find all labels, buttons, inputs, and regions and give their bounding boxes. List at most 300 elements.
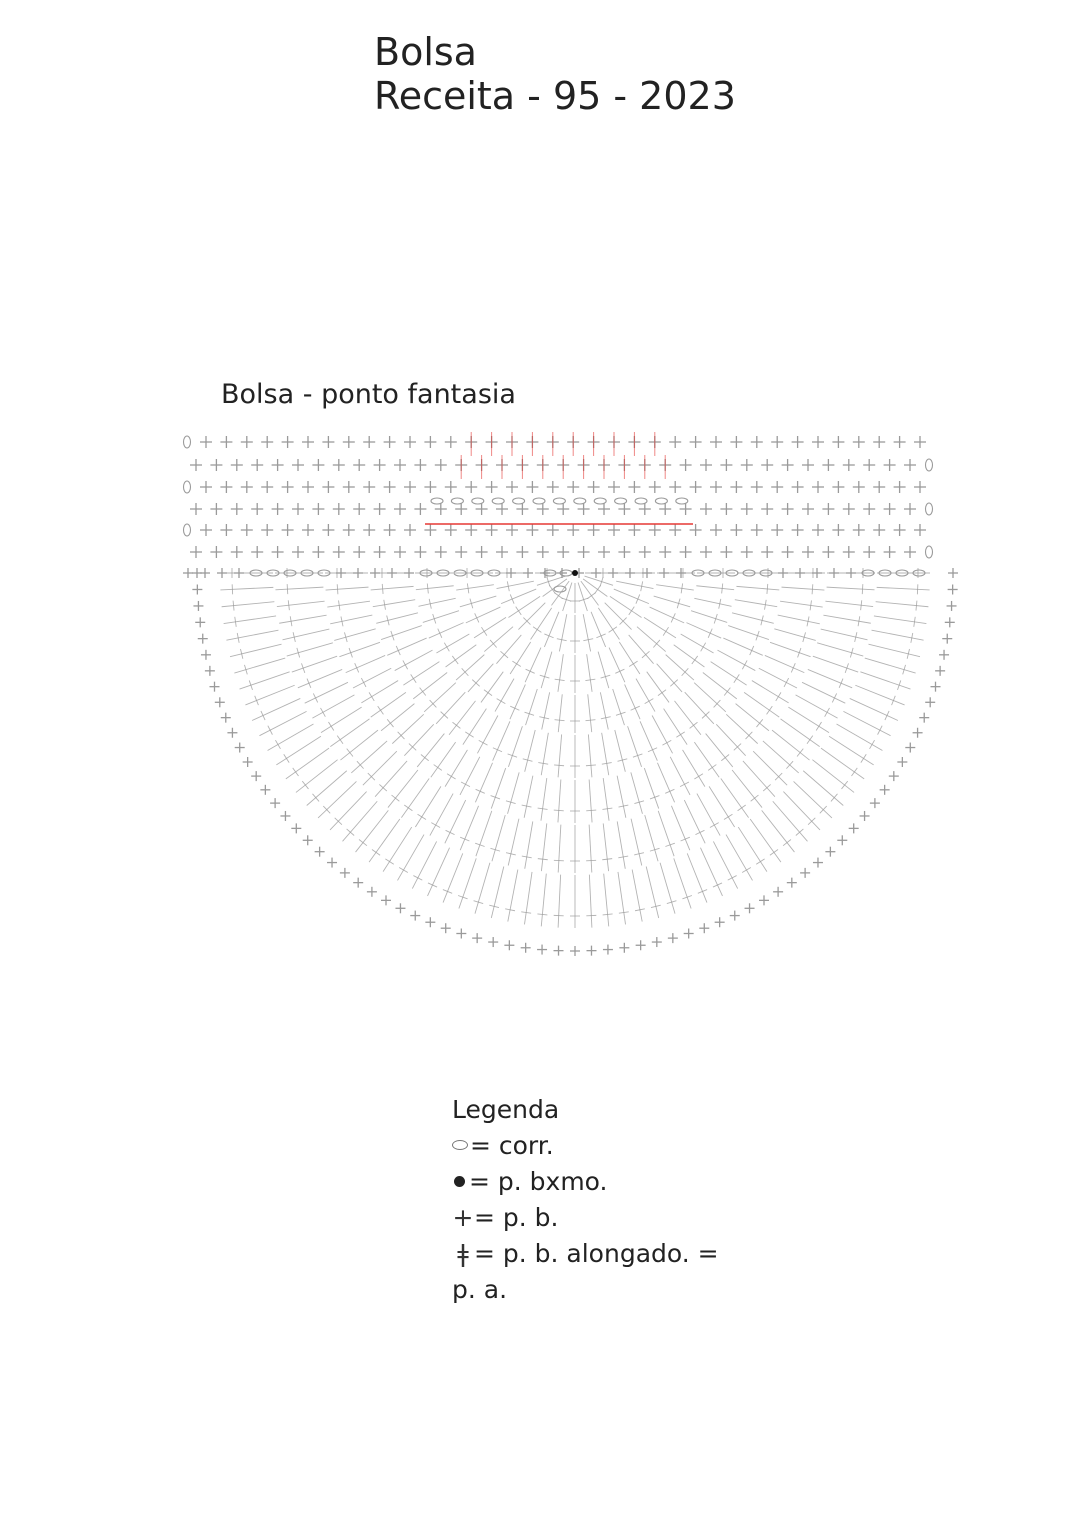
double-crochet-stitch — [541, 778, 547, 821]
stitch-crossbar — [742, 868, 751, 873]
double-crochet-stitch — [477, 715, 497, 753]
stitch-crossbar — [538, 859, 548, 860]
stitch-crossbar — [428, 883, 437, 887]
double-crochet-stitch — [752, 681, 789, 703]
single-crochet-stitch — [812, 436, 824, 448]
single-crochet-stitch — [578, 503, 590, 515]
double-crochet-stitch — [541, 733, 548, 775]
single-crochet-stitch — [235, 743, 245, 753]
double-crochet-stitch — [476, 811, 492, 856]
single-crochet-stitch — [404, 481, 416, 493]
stitch-crossbar — [629, 661, 637, 666]
stitch-crossbar — [233, 601, 234, 611]
double-crochet-stitch — [629, 635, 654, 664]
stitch-crossbar — [446, 830, 455, 834]
double-crochet-stitch — [318, 781, 356, 818]
double-crochet-stitch — [475, 763, 492, 802]
single-crochet-stitch — [231, 503, 243, 515]
single-crochet-stitch — [578, 546, 590, 558]
stitch-crossbar — [321, 708, 326, 717]
single-crochet-stitch — [948, 584, 958, 594]
single-crochet-stitch — [381, 895, 391, 905]
single-crochet-stitch — [476, 503, 488, 515]
single-crochet-stitch — [302, 436, 314, 448]
single-crochet-stitch — [822, 503, 834, 515]
double-crochet-stitch — [794, 781, 832, 818]
double-crochet-stitch — [369, 819, 400, 862]
double-crochet-stitch — [286, 748, 329, 779]
stitch-crossbar — [555, 720, 565, 721]
stitch-crossbar — [275, 740, 280, 749]
double-crochet-stitch — [750, 819, 781, 862]
single-crochet-stitch — [680, 459, 692, 471]
stitch-crossbar — [861, 600, 862, 610]
double-crochet-stitch — [330, 792, 367, 830]
single-crochet-stitch — [659, 503, 671, 515]
single-crochet-stitch — [292, 459, 304, 471]
double-crochet-stitch — [687, 853, 707, 902]
single-crochet-stitch — [699, 923, 709, 933]
stitch-crossbar — [431, 823, 440, 828]
double-crochet-stitch — [617, 776, 626, 818]
double-crochet-stitch — [279, 615, 326, 623]
double-crochet-stitch — [501, 589, 536, 604]
double-crochet-stitch — [802, 682, 845, 703]
single-crochet-stitch — [619, 943, 629, 953]
double-crochet-stitch — [431, 742, 456, 777]
chain-stitch — [574, 498, 586, 504]
single-crochet-stitch — [720, 546, 732, 558]
stitch-crossbar — [413, 876, 422, 881]
chain-stitch — [533, 498, 545, 504]
stitch-crossbar — [690, 722, 698, 728]
double-crochet-stitch — [604, 874, 609, 927]
stitch-crossbar — [708, 765, 716, 771]
stitch-crossbar — [861, 754, 866, 762]
stitch-crossbar — [510, 594, 514, 603]
stitch-crossbar — [586, 810, 596, 811]
double-crochet-stitch — [617, 821, 625, 868]
stitch-crossbar — [465, 732, 473, 737]
single-crochet-stitch — [220, 436, 232, 448]
single-crochet-stitch — [863, 503, 875, 515]
single-crochet-stitch — [649, 481, 661, 493]
single-crochet-stitch — [832, 481, 844, 493]
double-crochet-stitch — [780, 601, 823, 607]
single-crochet-stitch — [251, 503, 263, 515]
single-crochet-stitch — [455, 546, 467, 558]
legend-item-bobble — [452, 1164, 719, 1200]
double-crochet-stitch — [430, 794, 453, 836]
double-crochet-stitch — [234, 658, 285, 673]
double-crochet-stitch — [821, 748, 864, 779]
double-crochet-stitch — [697, 794, 720, 836]
single-crochet-stitch — [367, 887, 377, 897]
double-crochet-stitch — [825, 601, 873, 606]
stitch-crossbar — [645, 699, 654, 704]
single-crochet-stitch — [884, 459, 896, 471]
single-crochet-stitch — [853, 481, 865, 493]
double-crochet-stitch — [829, 736, 874, 765]
double-crochet-stitch — [716, 724, 745, 755]
stitch-crossbar — [728, 876, 737, 881]
single-crochet-stitch — [889, 771, 899, 781]
double-crochet-stitch — [876, 602, 929, 607]
double-crochet-stitch — [287, 643, 333, 656]
single-crochet-stitch — [669, 436, 681, 448]
double-crochet-stitch — [817, 643, 863, 656]
double-crochet-stitch — [683, 750, 705, 787]
double-crochet-stitch — [645, 815, 658, 861]
single-crochet-stitch — [220, 524, 232, 536]
chain-stitch — [451, 498, 463, 504]
stitch-crossbar — [427, 583, 428, 593]
single-crochet-stitch — [690, 481, 702, 493]
stitch-crossbar — [554, 860, 564, 861]
single-crochet-stitch — [700, 459, 712, 471]
double-crochet-stitch — [736, 586, 779, 590]
double-crochet-stitch — [373, 600, 415, 607]
double-crochet-stitch — [778, 615, 820, 624]
legend-chain-text: = corr. — [470, 1131, 554, 1160]
single-crochet-stitch — [488, 937, 498, 947]
double-crochet-stitch — [650, 607, 685, 623]
single-crochet-stitch — [787, 878, 797, 888]
double-crochet-stitch — [583, 579, 607, 597]
double-crochet-stitch — [305, 682, 348, 703]
single-crochet-stitch — [759, 895, 769, 905]
double-crochet-stitch — [558, 825, 561, 873]
single-crochet-stitch — [863, 546, 875, 558]
double-crochet-stitch — [813, 656, 858, 672]
single-crochet-stitch — [914, 481, 926, 493]
stitch-crossbar — [460, 837, 469, 841]
legend-bobble-text: = p. bxmo. — [469, 1167, 608, 1196]
single-crochet-stitch — [251, 459, 263, 471]
stitch-crossbar — [796, 829, 804, 836]
single-crochet-stitch — [526, 524, 538, 536]
double-crochet-stitch — [559, 614, 566, 651]
double-crochet-stitch — [508, 596, 540, 617]
single-crochet-stitch — [312, 459, 324, 471]
stitch-crossbar — [443, 890, 452, 894]
double-crochet-stitch — [339, 642, 380, 656]
single-crochet-stitch — [363, 524, 375, 536]
stitch-crossbar — [526, 669, 535, 673]
single-crochet-stitch — [741, 503, 753, 515]
chain-stitch — [553, 498, 565, 504]
single-crochet-stitch — [404, 436, 416, 448]
double-crochet-stitch — [619, 642, 640, 674]
double-crochet-stitch — [537, 576, 566, 585]
double-crochet-stitch — [526, 689, 538, 725]
single-crochet-stitch — [353, 503, 365, 515]
double-crochet-stitch — [598, 608, 619, 640]
single-crochet-stitch — [292, 546, 304, 558]
turning-chain — [184, 524, 191, 536]
single-crochet-stitch — [628, 481, 640, 493]
double-crochet-stitch — [762, 810, 795, 852]
single-crochet-stitch — [880, 785, 890, 795]
single-crochet-stitch — [649, 524, 661, 536]
double-crochet-stitch — [531, 608, 552, 640]
double-crochet-stitch — [383, 827, 412, 872]
stitch-crossbar — [255, 696, 259, 705]
single-crochet-stitch — [680, 546, 692, 558]
double-crochet-stitch — [706, 734, 733, 767]
single-crochet-stitch — [761, 503, 773, 515]
chain-stitch — [655, 498, 667, 504]
double-crochet-stitch — [686, 623, 721, 638]
single-crochet-stitch — [209, 682, 219, 692]
single-crochet-stitch — [832, 436, 844, 448]
double-crochet-stitch — [578, 583, 587, 612]
single-crochet-stitch — [849, 823, 859, 833]
double-crochet-stitch — [296, 760, 338, 793]
single-crochet-stitch — [414, 503, 426, 515]
legend-item-double-crochet — [452, 1272, 719, 1308]
single-crochet-stitch — [394, 503, 406, 515]
single-crochet-stitch — [547, 481, 559, 493]
single-crochet-stitch — [282, 436, 294, 448]
double-crochet-stitch — [541, 874, 546, 927]
stitch-crossbar — [851, 768, 857, 776]
chain-stitch — [492, 498, 504, 504]
single-crochet-stitch — [333, 503, 345, 515]
double-crochet-stitch — [772, 730, 810, 760]
double-crochet-stitch — [346, 655, 385, 672]
double-crochet-stitch — [491, 866, 503, 918]
single-crochet-stitch — [210, 546, 222, 558]
stitch-crossbar — [738, 805, 746, 811]
double-crochet-stitch — [388, 770, 418, 808]
single-crochet-stitch — [947, 601, 957, 611]
single-crochet-stitch — [942, 634, 952, 644]
single-crochet-stitch — [598, 503, 610, 515]
single-crochet-stitch — [792, 481, 804, 493]
double-crochet-stitch — [644, 768, 658, 809]
double-crochet-stitch — [821, 629, 868, 640]
stitch-crossbar — [603, 914, 613, 915]
single-crochet-stitch — [618, 503, 630, 515]
single-crochet-stitch — [668, 933, 678, 943]
single-crochet-stitch — [710, 524, 722, 536]
stitch-crossbar — [347, 829, 355, 836]
single-crochet-stitch — [812, 524, 824, 536]
double-crochet-stitch — [418, 598, 455, 606]
single-crochet-stitch — [715, 917, 725, 927]
document-title: Bolsa — [374, 30, 477, 74]
chain-stitch — [472, 498, 484, 504]
double-crochet-stitch — [363, 751, 397, 785]
single-crochet-stitch — [557, 503, 569, 515]
single-crochet-stitch — [465, 524, 477, 536]
single-crochet-stitch — [353, 546, 365, 558]
double-crochet-stitch — [392, 714, 423, 743]
single-crochet-stitch — [374, 503, 386, 515]
single-crochet-stitch — [773, 887, 783, 897]
single-crochet-stitch — [720, 503, 732, 515]
double-crochet-stitch — [481, 672, 503, 703]
stitch-crossbar — [722, 583, 723, 593]
legend-double-crochet-text: p. a. — [452, 1275, 508, 1304]
double-crochet-stitch — [657, 664, 682, 692]
double-crochet-stitch — [666, 655, 694, 680]
single-crochet-stitch — [904, 546, 916, 558]
chain-stitch — [594, 498, 606, 504]
single-crochet-stitch — [504, 940, 514, 950]
single-crochet-stitch — [312, 503, 324, 515]
double-crochet-stitch — [475, 863, 490, 914]
stitch-crossbar — [516, 607, 522, 615]
double-crochet-stitch — [613, 689, 625, 725]
turning-chain — [184, 481, 191, 493]
stitch-crossbar — [750, 646, 754, 655]
single-crochet-stitch — [455, 503, 467, 515]
single-crochet-stitch — [884, 503, 896, 515]
single-crochet-stitch — [792, 436, 804, 448]
single-crochet-stitch — [771, 524, 783, 536]
legend-long-single-crochet-text: = p. b. alongado. = — [474, 1239, 719, 1268]
double-crochet-stitch — [381, 704, 414, 731]
stitch-crossbar — [313, 794, 320, 802]
legend-item-single-crochet — [452, 1200, 719, 1236]
double-crochet-stitch — [276, 736, 321, 765]
double-crochet-stitch — [275, 587, 323, 590]
single-crochet-stitch — [812, 481, 824, 493]
single-crochet-stitch — [327, 858, 337, 868]
single-crochet-stitch — [700, 546, 712, 558]
double-crochet-stitch — [387, 638, 426, 655]
single-crochet-stitch — [292, 503, 304, 515]
double-crochet-stitch — [460, 757, 480, 795]
double-crochet-stitch — [508, 772, 520, 813]
stitch-crossbar — [268, 726, 273, 735]
single-crochet-stitch — [445, 481, 457, 493]
single-crochet-stitch — [521, 943, 531, 953]
double-crochet-stitch — [728, 626, 769, 640]
single-crochet-stitch — [200, 481, 212, 493]
stitch-crossbar — [724, 688, 730, 696]
single-crochet-stitch — [822, 546, 834, 558]
double-crochet-stitch — [581, 581, 599, 605]
single-crochet-stitch — [935, 666, 945, 676]
double-crochet-stitch — [735, 600, 777, 607]
stitch-crossbar — [807, 736, 813, 744]
turning-chain — [184, 436, 191, 448]
stitch-crossbar — [692, 656, 698, 664]
double-crochet-stitch — [598, 652, 609, 688]
stitch-crossbar — [602, 859, 612, 860]
double-crochet-stitch — [226, 630, 278, 640]
stitch-crossbar — [586, 765, 596, 766]
single-crochet-stitch — [843, 503, 855, 515]
single-crochet-stitch — [260, 785, 270, 795]
double-crochet-stitch — [670, 757, 690, 795]
single-crochet-stitch — [445, 436, 457, 448]
single-crochet-stitch — [496, 546, 508, 558]
single-crochet-stitch — [782, 459, 794, 471]
single-crochet-stitch — [567, 524, 579, 536]
double-crochet-stitch — [855, 685, 904, 705]
double-crochet-stitch — [292, 656, 337, 672]
double-crochet-stitch — [508, 870, 518, 922]
chart-rectangular-rows — [184, 436, 933, 558]
single-crochet-stitch — [340, 868, 350, 878]
single-crochet-stitch — [221, 713, 231, 723]
single-crochet-stitch — [322, 481, 334, 493]
single-crochet-stitch — [251, 546, 263, 558]
stitch-crossbar — [313, 693, 317, 702]
single-crochet-stitch — [486, 524, 498, 536]
double-crochet-stitch — [585, 576, 614, 585]
single-crochet-stitch — [652, 937, 662, 947]
double-crochet-stitch — [759, 668, 797, 688]
single-crochet-stitch — [802, 459, 814, 471]
stitch-crossbar — [825, 708, 830, 717]
stitch-crossbar — [870, 740, 875, 749]
single-crochet-stitch — [751, 524, 763, 536]
double-crochet-stitch — [628, 726, 642, 767]
double-crochet-stitch — [312, 695, 354, 718]
double-crochet-stitch — [646, 866, 658, 918]
double-crochet-stitch — [654, 596, 690, 607]
single-crochet-stitch — [884, 546, 896, 558]
chart-center-mark — [572, 570, 578, 576]
double-crochet-stitch — [492, 815, 505, 861]
chart-title: Bolsa - ponto fantasia — [221, 379, 516, 410]
stitch-crossbar — [337, 584, 338, 594]
stitch-crossbar — [396, 646, 400, 655]
stitch-crossbar — [862, 584, 863, 594]
single-crochet-stitch — [730, 481, 742, 493]
double-crochet-stitch — [230, 644, 282, 656]
single-crochet-stitch — [193, 601, 203, 611]
single-crochet-stitch — [863, 459, 875, 471]
single-crochet-stitch — [384, 481, 396, 493]
single-crochet-stitch — [312, 546, 324, 558]
double-crochet-stitch — [343, 801, 378, 841]
double-crochet-stitch — [631, 772, 643, 813]
single-crochet-stitch — [192, 584, 202, 594]
stitch-crossbar — [411, 674, 416, 682]
stitch-crossbar — [387, 719, 393, 727]
single-crochet-stitch — [394, 546, 406, 558]
single-crochet-stitch — [603, 945, 613, 955]
stitch-crossbar — [708, 629, 712, 638]
single-crochet-stitch — [414, 459, 426, 471]
stitch-crossbar — [676, 732, 684, 737]
stitch-crossbar — [438, 629, 442, 638]
single-crochet-stitch — [782, 546, 794, 558]
single-crochet-stitch — [843, 459, 855, 471]
single-crochet-stitch — [904, 503, 916, 515]
single-crochet-stitch — [210, 503, 222, 515]
double-crochet-stitch — [456, 655, 484, 680]
single-crochet-stitch — [261, 436, 273, 448]
stitch-crossbar — [554, 593, 562, 599]
double-crochet-stitch — [496, 635, 521, 664]
single-crochet-stitch — [873, 436, 885, 448]
double-crochet-stitch — [589, 825, 592, 873]
double-crochet-stitch — [525, 821, 533, 868]
stitch-crossbar — [447, 774, 456, 779]
double-crochet-stitch — [803, 771, 843, 806]
chain-oval-icon — [452, 1140, 468, 1150]
stitch-crossbar — [293, 768, 299, 776]
stitch-crossbar — [694, 774, 703, 779]
double-crochet-stitch — [252, 698, 300, 720]
